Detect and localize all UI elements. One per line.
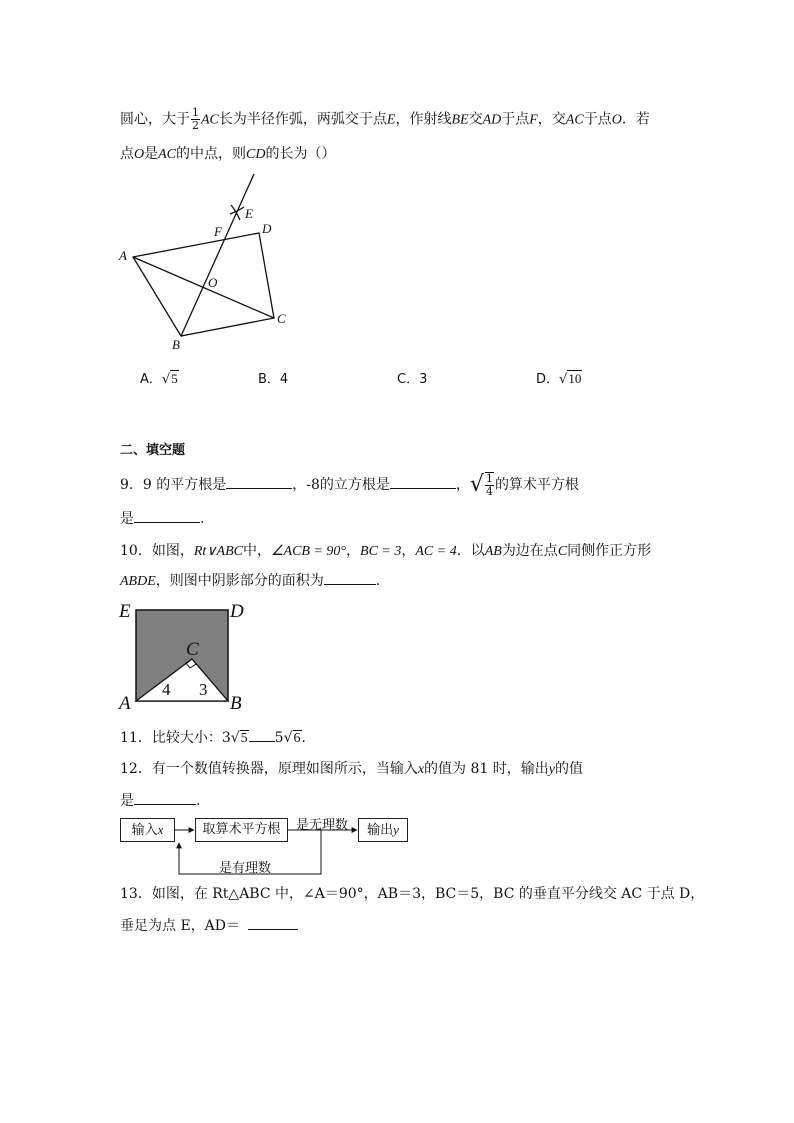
answer-blank[interactable] [249,727,275,742]
q10-line-2: ABDE，则图中阴影部分的面积为 ． [120,570,390,592]
label-b: B [172,337,180,352]
fraction: $\frac{1}{2}$ [192,106,199,132]
q9-line-1: 9．9 的平方根是 ，-8的立方根是 ，√ $\frac{1}{4}$ 的算术平方根 [120,472,579,498]
answer-blank[interactable] [248,915,298,930]
sqrt-symbol: √10 [559,371,582,387]
label-b: B [230,693,242,713]
q13-line-1: 13．如图，在 Rt△ABC 中，∠A＝90°，AB＝3，BC＝5，BC 的垂直平分线交 AC 于点 D， [120,886,705,902]
sqrt-symbol: √5 [230,730,248,746]
answer-blank[interactable] [134,790,196,805]
q10-line-1: 10．如图，Rt∨ABC中，∠ACB = 90°，BC = 3，AC = 4．以AB为边在点C同侧作正方形 [120,543,652,559]
q8-geometry-figure [110,168,310,358]
q9-line-2: 是 . [120,508,204,529]
label-e: E [245,206,253,221]
flow-label-irrational: 是无理数 [296,818,349,833]
label-d: D [230,601,244,622]
label-a: A [119,693,131,713]
section-title: 二、填空题 [120,443,186,458]
q11-line: 11．比较大小：3√5 5√6． [120,727,316,749]
label-c: C [277,311,286,326]
answer-blank[interactable] [324,570,376,585]
label-e: E [119,601,131,622]
label-a: A [119,248,127,263]
flow-process-box: 取算术平方根 [195,818,288,842]
label-f: F [214,224,222,239]
q8-line-1: 圆心，大于 $\frac{1}{2}$ AC长为半径作弧，两弧交于点E，作射线BE交AD于点F，交AC于点O．若 [120,106,650,132]
q10-square-figure [115,598,255,713]
fraction: $\frac{1}{4}$ [485,472,493,498]
q8-line-2: 点O是AC的中点，则CD的长为（） [120,146,336,162]
option-b[interactable]: B．4 [258,372,289,387]
label-o: O [208,275,218,290]
flow-output-box: 输出y [358,818,408,842]
q12-line-1: 12．有一个数值转换器，原理如图所示，当输入x的值为 81 时，输出y的值 [120,761,583,777]
ray-be [181,174,254,336]
label-d: D [262,221,272,236]
sqrt-symbol: √6 [283,730,301,746]
option-c[interactable]: C．3 [397,372,428,387]
answer-blank[interactable] [226,474,292,489]
q12-line-2: 是 . [120,790,200,811]
answer-blank[interactable] [390,474,456,489]
side-label-3: 3 [199,680,208,699]
answer-blank[interactable] [134,508,200,523]
label-c: C [186,639,199,660]
flow-label-rational: 是有理数 [219,861,272,876]
sqrt-symbol: √ [469,472,484,497]
option-d[interactable]: D．√10 [536,371,582,387]
q13-line-2: 垂足为点 E，AD＝ [120,915,298,936]
sqrt-symbol: √5 [161,371,178,387]
side-label-4: 4 [162,680,171,699]
option-a[interactable]: A．√5 [140,371,178,387]
flow-input-box: 输入x [120,818,175,842]
q8-text: 圆心，大于 [120,111,190,128]
